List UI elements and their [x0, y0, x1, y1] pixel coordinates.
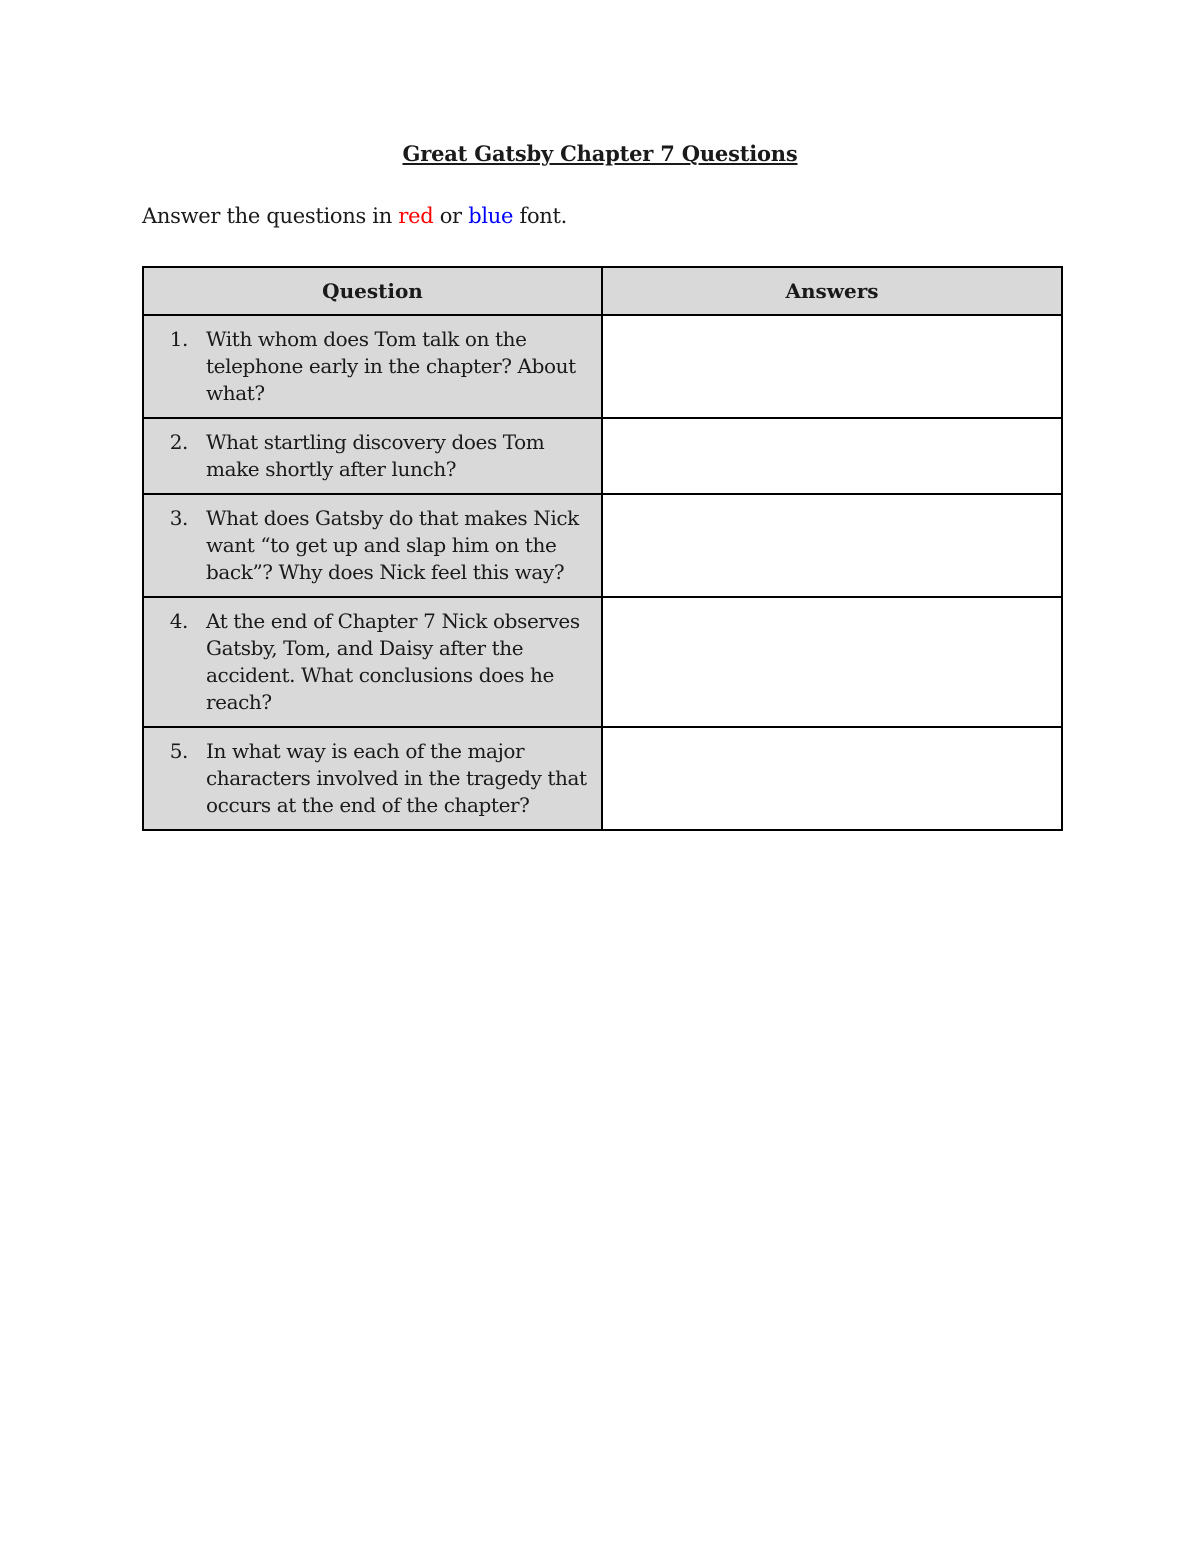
question-cell [143, 727, 602, 830]
question-text: What does Gatsby do that makes Nick want “to get up and slap him on the back”? Why does Nick feel this way? [206, 506, 579, 584]
question-text: What startling discovery does Tom make shortly after lunch? [206, 430, 545, 481]
answer-cell[interactable] [602, 597, 1062, 727]
answer-cell[interactable] [602, 315, 1062, 418]
table-header-row [143, 267, 1062, 315]
question-number: 4. [169, 609, 188, 633]
question-cell [143, 494, 602, 597]
question-text: In what way is each of the major characters involved in the tragedy that occurs at the end of the chapter? [206, 739, 587, 817]
questions-table [142, 266, 1063, 831]
answer-cell[interactable] [602, 494, 1062, 597]
instructions-prefix: Answer the questions in [142, 204, 399, 228]
table-row [143, 315, 1062, 418]
header-question: Question [143, 267, 602, 315]
table-row [143, 494, 1062, 597]
question-number: 1. [169, 327, 188, 351]
header-answers: Answers [602, 267, 1062, 315]
table-row [143, 727, 1062, 830]
instructions-red-word: red [398, 204, 434, 228]
answer-cell[interactable] [602, 727, 1062, 830]
instructions-middle: or [433, 204, 469, 228]
question-text: At the end of Chapter 7 Nick observes Gatsby, Tom, and Daisy after the accident. What conclusions does he reach? [206, 609, 580, 714]
document-title: Great Gatsby Chapter 7 Questions [402, 141, 798, 166]
question-text: With whom does Tom talk on the telephone early in the chapter? About what? [206, 327, 576, 405]
question-number: 2. [169, 430, 188, 454]
question-cell [143, 315, 602, 418]
instructions [142, 204, 567, 228]
question-cell [143, 597, 602, 727]
instructions-suffix: font. [513, 204, 568, 228]
instructions-blue-word: blue [468, 204, 514, 228]
table-row [143, 418, 1062, 494]
question-cell [143, 418, 602, 494]
table-row [143, 597, 1062, 727]
question-number: 3. [169, 506, 188, 530]
question-number: 5. [169, 739, 188, 763]
answer-cell[interactable] [602, 418, 1062, 494]
